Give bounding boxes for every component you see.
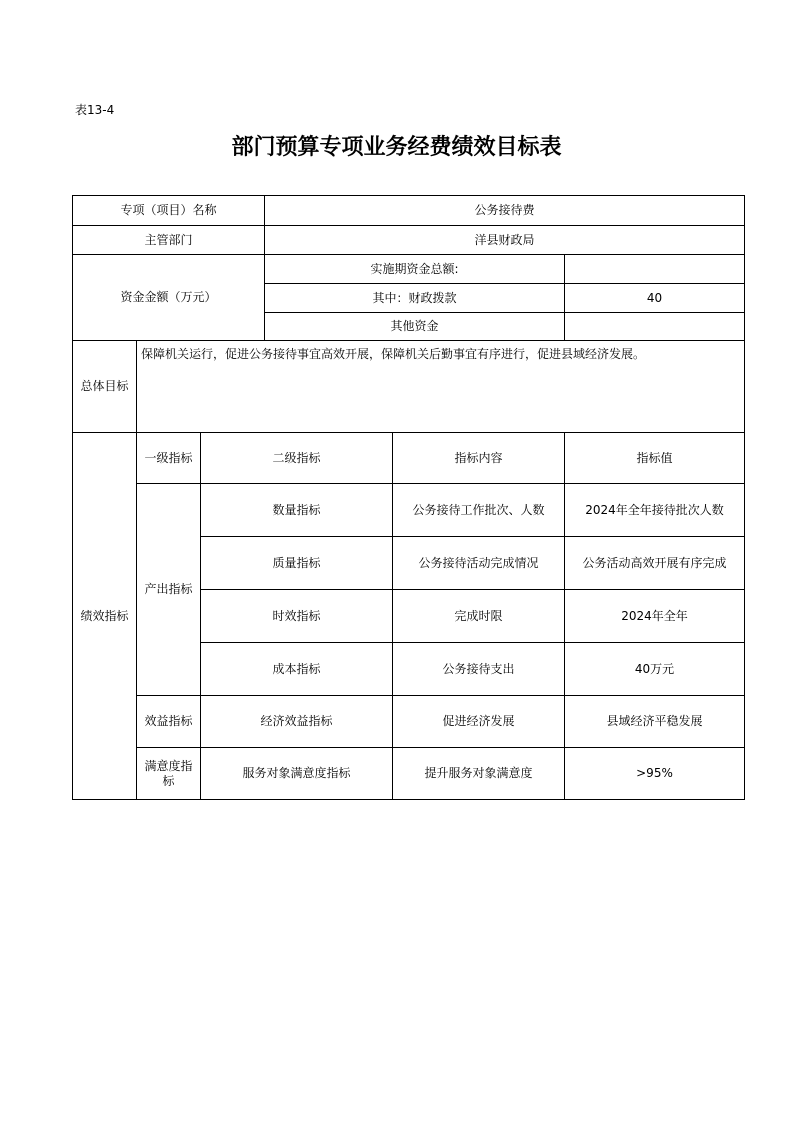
perf-header-row [73, 433, 745, 484]
indicator-value: 县域经济平稳发展 [565, 696, 745, 748]
header-level1: 一级指标 [137, 433, 201, 484]
indicator-content: 完成时限 [393, 590, 565, 643]
goal-row [73, 341, 745, 433]
project-label: 专项（项目）名称 [73, 196, 265, 226]
header-content: 指标内容 [393, 433, 565, 484]
fund-label: 资金金额（万元） [73, 255, 265, 341]
indicator-content: 公务接待活动完成情况 [393, 537, 565, 590]
sub-indicator: 时效指标 [201, 590, 393, 643]
table-number: 表13-4 [75, 103, 115, 117]
page-title: 部门预算专项业务经费绩效目标表 [231, 135, 562, 160]
fiscal-fund-value: 40 [565, 284, 745, 313]
table-row [73, 748, 745, 800]
department-value: 洋县财政局 [265, 226, 745, 255]
indicator-content: 公务接待工作批次、人数 [393, 484, 565, 537]
header-level2: 二级指标 [201, 433, 393, 484]
output-label: 产出指标 [137, 484, 201, 696]
benefit-label: 效益指标 [137, 696, 201, 748]
goal-label: 总体目标 [73, 341, 137, 433]
indicator-value: 40万元 [565, 643, 745, 696]
sub-indicator: 服务对象满意度指标 [201, 748, 393, 800]
satisfaction-label: 满意度指标 [137, 748, 201, 800]
indicator-content: 公务接待支出 [393, 643, 565, 696]
header-value: 指标值 [565, 433, 745, 484]
sub-indicator: 质量指标 [201, 537, 393, 590]
project-value: 公务接待费 [265, 196, 745, 226]
indicator-content: 提升服务对象满意度 [393, 748, 565, 800]
total-fund-label: 实施期资金总额: [265, 255, 565, 284]
indicator-value: >95% [565, 748, 745, 800]
table-row [73, 484, 745, 537]
goal-text: 保障机关运行，促进公务接待事宜高效开展，保障机关后勤事宜有序进行，促进县域经济发展。 [137, 341, 745, 433]
total-fund-value [565, 255, 745, 284]
department-row [73, 226, 745, 255]
fiscal-fund-label: 其中：财政拨款 [265, 284, 565, 313]
sub-indicator: 数量指标 [201, 484, 393, 537]
indicator-value: 2024年全年接待批次人数 [565, 484, 745, 537]
indicator-value: 公务活动高效开展有序完成 [565, 537, 745, 590]
performance-table [72, 195, 745, 800]
project-row [73, 196, 745, 226]
department-label: 主管部门 [73, 226, 265, 255]
other-fund-value [565, 313, 745, 341]
sub-indicator: 成本指标 [201, 643, 393, 696]
other-fund-label: 其他资金 [265, 313, 565, 341]
fund-total-row [73, 255, 745, 284]
indicator-value: 2024年全年 [565, 590, 745, 643]
sub-indicator: 经济效益指标 [201, 696, 393, 748]
table-row [73, 696, 745, 748]
indicator-content: 促进经济发展 [393, 696, 565, 748]
perf-label: 绩效指标 [73, 433, 137, 800]
